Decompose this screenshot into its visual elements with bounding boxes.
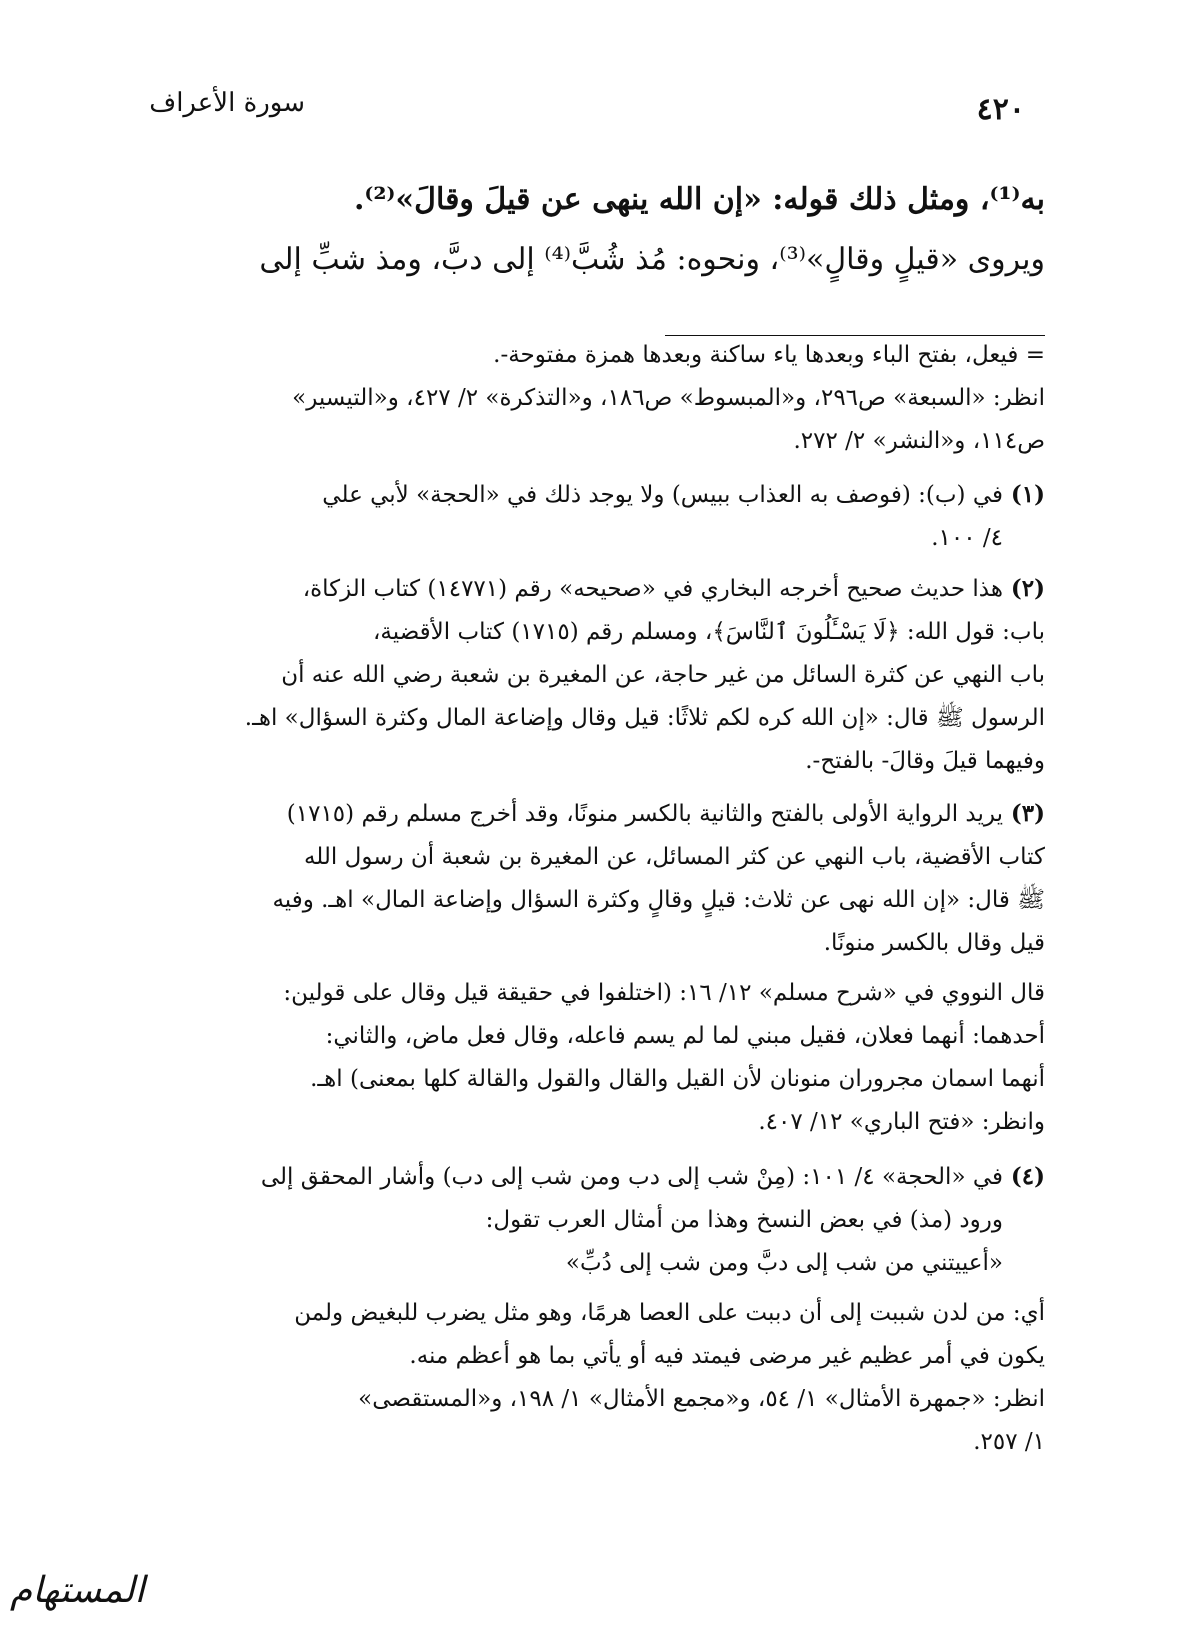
footnote-1-number: (١) (1010, 481, 1045, 508)
footnote-1-line: في (ب): (فوصف به العذاب ببيس) ولا يوجد ذلك في «الحجة» لأبي علي (322, 482, 1003, 508)
footnote-2-line: هذا حديث صحيح أخرجه البخاري في «صحيحه» رقم (١٤٧٧١) كتاب الزكاة، (302, 576, 1003, 602)
footnote-continuation-line: ص١١٤، و«النشر» ٢/ ٢٧٢. (793, 428, 1045, 454)
footnote-3-line: كتاب الأقضية، باب النهي عن كثر المسائل، عن المغيرة بن شعبة أن رسول الله (303, 844, 1045, 870)
footnote-2-line: باب: قول الله: ﴿لَا يَسْـَٔلُونَ ٱلنَّاسَ﴾، ومسلم رقم (١٧١٥) كتاب الأقضية، (373, 619, 1045, 645)
footnote-4-line: ورود (مذ) في بعض النسخ وهذا من أمثال العرب تقول: (485, 1207, 1003, 1233)
footnote-1-line: ٤/ ١٠٠. (931, 525, 1003, 551)
body-line-1: به⁽¹⁾، ومثل ذلك قوله: «إن الله ينهى عن قيلَ وقالَ»⁽²⁾. (353, 182, 1045, 217)
footnote-3-line: قيل وقال بالكسر منونًا. (823, 930, 1045, 956)
footnote-3-line: يريد الرواية الأولى بالفتح والثانية بالكسر منونًا، وقد أخرج مسلم رقم (١٧١٥) (286, 801, 1003, 827)
footnote-4-line: في «الحجة» ٤/ ١٠١: (مِنْ شب إلى دب ومن شب إلى دب) وأشار المحقق إلى (260, 1164, 1003, 1190)
footnote-4-line: ١/ ٢٥٧. (973, 1429, 1045, 1455)
footnote-3-line: أحدهما: أنهما فعلان، فقيل مبني لما لم يسم فاعله، وقال فعل ماض، والثاني: (325, 1023, 1045, 1049)
footnote-4-line: انظر: «جمهرة الأمثال» ١/ ٥٤، و«مجمع الأمثال» ١/ ١٩٨، و«المستقصى» (358, 1386, 1045, 1412)
surah-title: سورة الأعراف (149, 88, 305, 118)
footnote-3-line: أنهما اسمان مجروران منونان لأن القيل والقال والقول والقالة كلها بمعنى) اهـ. (310, 1066, 1045, 1092)
footnote-3-line: ﷺ قال: «إن الله نهى عن ثلاث: قيلٍ وقالٍ وكثرة السؤال وإضاعة المال» اهـ. وفيه (272, 887, 1045, 913)
footnote-4-line: أي: من لدن شببت إلى أن دببت على العصا هرمًا، وهو مثل يضرب للبغيض ولمن (294, 1300, 1045, 1326)
footnote-4-number: (٤) (1010, 1163, 1045, 1190)
footnote-4-line: «أعييتني من شب إلى دبَّ ومن شب إلى دُبِّ» (565, 1250, 1003, 1276)
footnote-4-line: يكون في أمر عظيم غير مرضى فيمتد فيه أو يأتي بما هو أعظم منه. (409, 1343, 1045, 1369)
footnote-separator (665, 335, 1045, 336)
footnote-continuation-line: = فيعل، بفتح الباء وبعدها ياء ساكنة وبعدها همزة مفتوحة-. (493, 342, 1045, 368)
page-number: ٤٢٠ (976, 92, 1025, 127)
footnote-2-line: وفيهما قيلَ وقالَ- بالفتح-. (805, 748, 1045, 774)
footnote-2-line: الرسول ﷺ قال: «إن الله كره لكم ثلاثًا: قيل وقال وإضاعة المال وكثرة السؤال» اهـ. (244, 705, 1045, 731)
footnote-3-line: وانظر: «فتح الباري» ١٢/ ٤٠٧. (758, 1109, 1045, 1135)
footnote-3-number: (٣) (1010, 800, 1045, 827)
body-line-2: ويروى «قيلٍ وقالٍ»⁽³⁾، ونحوه: مُذ شُبَّ⁽⁴⁾ إلى دبَّ، ومذ شبِّ إلى (259, 242, 1045, 277)
footnote-continuation-line: انظر: «السبعة» ص٢٩٦، و«المبسوط» ص١٨٦، و«التذكرة» ٢/ ٤٢٧، و«التيسير» (292, 385, 1045, 411)
watermark-logo: المستهام (10, 1570, 145, 1611)
footnote-2-number: (٢) (1010, 575, 1045, 602)
footnote-2-line: باب النهي عن كثرة السائل من غير حاجة، عن المغيرة بن شعبة رضي الله عنه أن (281, 662, 1045, 688)
footnote-3-line: قال النووي في «شرح مسلم» ١٢/ ١٦: (اختلفوا في حقيقة قيل وقال على قولين: (283, 980, 1045, 1006)
